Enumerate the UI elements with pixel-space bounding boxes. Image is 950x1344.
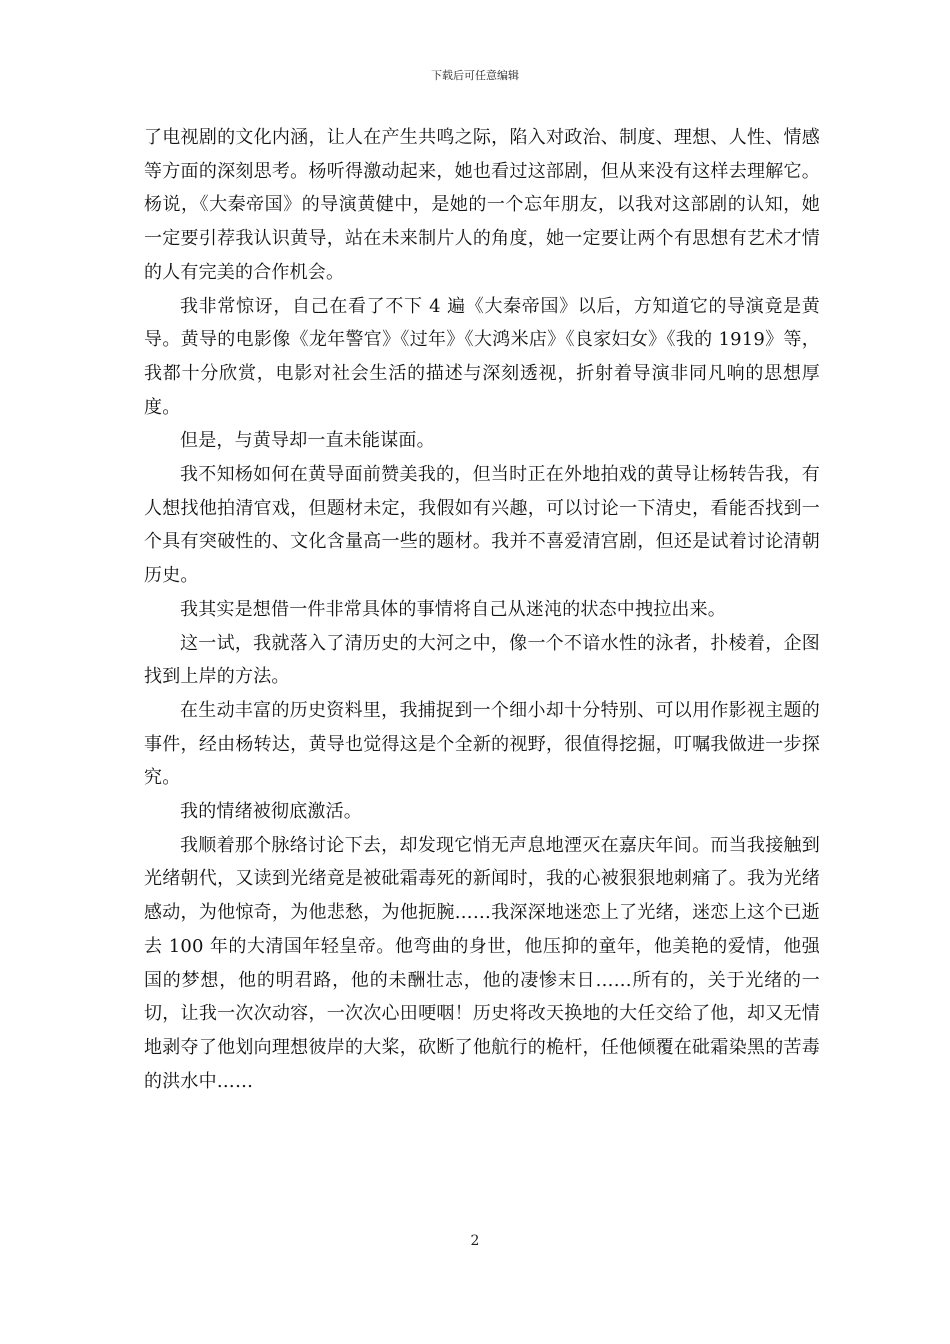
page-header: 下载后可任意编辑 [431,69,519,82]
paragraph-3: 但是，与黄导却一直未能谋面。 [180,430,435,452]
paragraph-7: 在生动丰富的历史资料里，我捕捉到一个细小却十分特别、可以用作影视主题的事件，经由杨转达，黄导也觉得这是个全新的视野，很值得挖掘，叮嘱我做进一步探究。 [144,699,820,789]
paragraph-1: 了电视剧的文化内涵，让人在产生共鸣之际，陷入对政治、制度、理想、人性、情感等方面的深刻思考。杨听得激动起来，她也看过这部剧，但从来没有这样去理解它。杨说，《大秦帝国》的导演黄健中，是她的一个忘年朋友，以我对这部剧的认知，她一定要引荐我认识黄导，站在未来制片人的角度，她一定要让两个有思想有艺术才情的人有完美的合作机会。 [144,127,820,283]
page-number: 2 [470,1233,480,1249]
document-body [144,121,820,1098]
paragraph-9: 我顺着那个脉络讨论下去，却发现它悄无声息地湮灭在嘉庆年间。而当我接触到光绪朝代，又读到光绪竟是被砒霜毒死的新闻时，我的心被狠狠地刺痛了。我为光绪感动，为他惊奇，为他悲愁，为他扼腕……我深深地迷恋上了光绪，迷恋上这个已逝去 100 年的大清国年轻皇帝。他弯曲的身世，他压抑的童年，他美艳的爱情，他强国的梦想，他的明君路，他的未酬壮志，他的凄惨末日……所有的，关于光绪的一切，让我一次次动容，一次次心田哽咽！历史将改天换地的大任交给了他，却又无情地剥夺了他划向理想彼岸的大桨，砍断了他航行的桅杆，任他倾覆在砒霜染黑的苦毒的洪水中…… [144,834,820,1092]
paragraph-2: 我非常惊讶，自己在看了不下 4 遍《大秦帝国》以后，方知道它的导演竟是黄导。黄导的电影像《龙年警官》《过年》《大鸿米店》《良家妇女》《我的 1919》等，我都十分欣赏，电影对社会生活的描述与深刻透视，折射着导演非同凡响的思想厚度。 [144,295,820,418]
paragraph-4: 我不知杨如何在黄导面前赞美我的，但当时正在外地拍戏的黄导让杨转告我，有人想找他拍清官戏，但题材未定，我假如有兴趣，可以讨论一下清史，看能否找到一个具有突破性的、文化含量高一些的题材。我并不喜爱清宫剧，但还是试着讨论清朝历史。 [144,464,820,587]
paragraph-8: 我的情绪被彻底激活。 [180,801,362,823]
paragraph-6: 这一试，我就落入了清历史的大河之中，像一个不谙水性的泳者，扑棱着，企图找到上岸的方法。 [144,632,820,688]
paragraph-5: 我其实是想借一件非常具体的事情将自己从迷沌的状态中拽拉出来。 [180,598,726,620]
